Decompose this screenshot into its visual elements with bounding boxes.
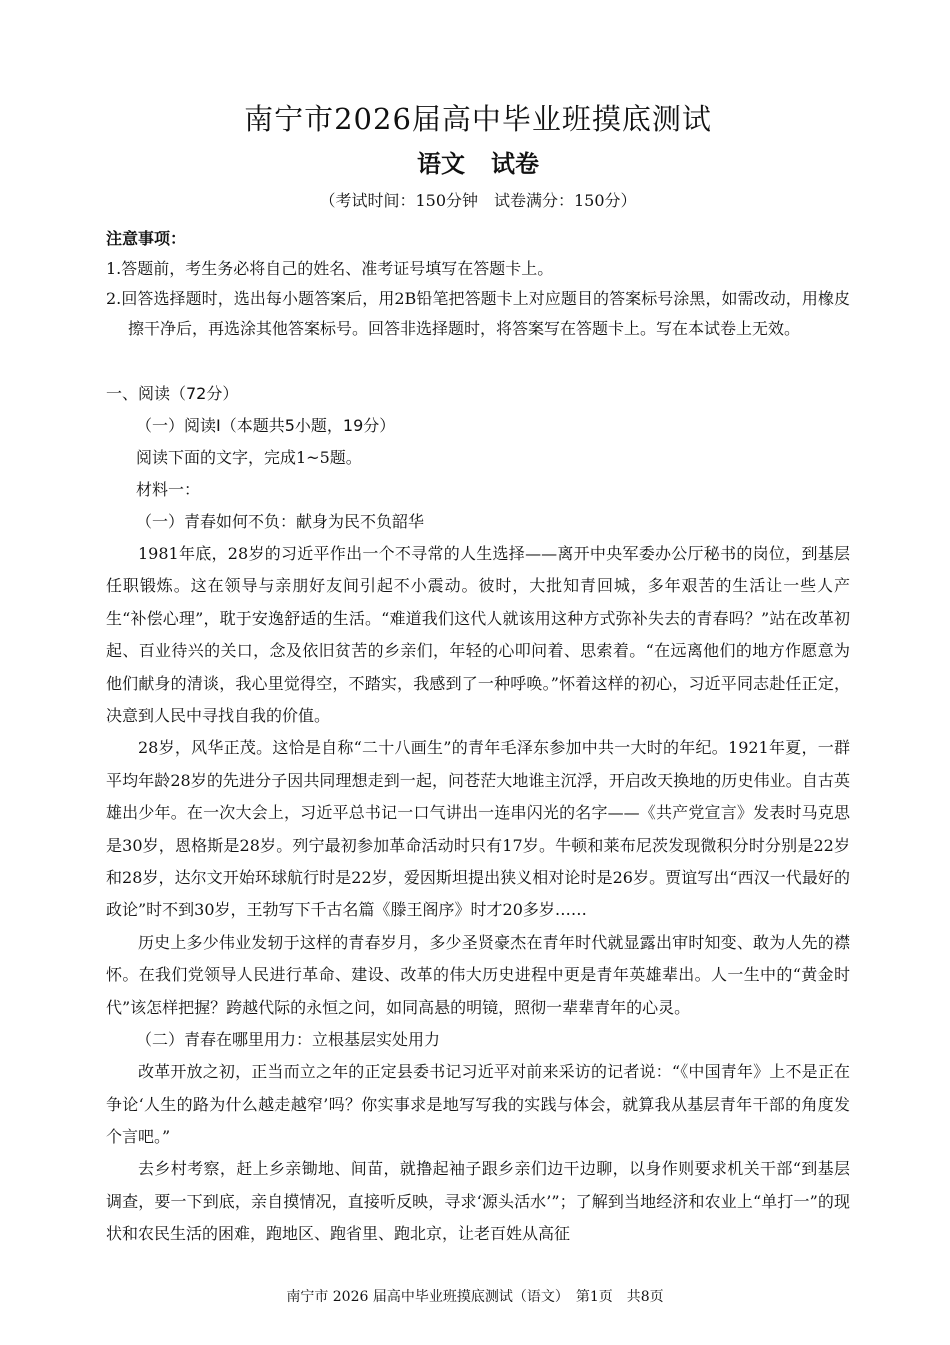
paragraph-2: 28岁，风华正茂。这恰是自称“二十八画生”的青年毛泽东参加中共一大时的年纪。1921年夏，一群平均年龄28岁的先进分子因共同理想走到一起，问苍茫大地谁主沉浮，开启改天换地的历史伟业。自古英雄出少年。在一次大会上，习近平总书记一口气讲出一连串闪光的名字——《共产党宣言》发表时马克思是30岁，恩格斯是28岁。列宁最初参加革命活动时只有17岁。牛顿和莱布尼茨发现微积分时分别是22岁和28岁，达尔文开始环球航行时是22岁，爱因斯坦提出狭义相对论时是26岁。贾谊写出“西汉一代最好的政论”时不到30岁，王勃写下千古名篇《滕王阁序》时才20多岁…… bbox=[106, 738, 850, 920]
section-heading: 一、阅读（72分） bbox=[106, 384, 239, 403]
material-label: 材料一： bbox=[136, 480, 201, 499]
paragraph-5: 去乡村考察，赶上乡亲锄地、间苗，就撸起袖子跟乡亲们边干边聊，以身作则要求机关干部“到基层调查，要一下到底，亲自摸情况，直接听反映，寻求‘源头活水’”；了解到当地经济和农业上“单打一”的现状和农民生活的困难，跑地区、跑省里、跑北京，让老百姓从高征 bbox=[106, 1159, 850, 1244]
paper-label: 试卷 bbox=[491, 150, 539, 178]
exam-info: （考试时间：150分钟 试卷满分：150分） bbox=[319, 191, 637, 210]
part1-title: （一）青春如何不负：献身为民不负韶华 bbox=[136, 512, 425, 531]
part2-title: （二）青春在哪里用力：立根基层实处用力 bbox=[136, 1030, 441, 1050]
reading-instruction: 阅读下面的文字，完成1~5题。 bbox=[136, 448, 362, 467]
paragraph-3: 历史上多少伟业发轫于这样的青春岁月，多少圣贤豪杰在青年时代就显露出审时知变、敢为人先的襟怀。在我们党领导人民进行革命、建设、改革的伟大历史进程中更是青年英雄辈出。人一生中的“黄金时代”该怎样把握？跨越代际的永恒之问，如同高悬的明镜，照彻一辈辈青年的心灵。 bbox=[106, 932, 850, 1017]
notice-item-2: 2.回答选择题时，选出每小题答案后，用2B铅笔把答题卡上对应题目的答案标号涂黑，如需改动，用橡皮擦干净后，再选涂其他答案标号。回答非选择题时，将答案写在答题卡上。写在本试卷上无效。 bbox=[106, 289, 850, 338]
page-footer: 南宁市 2026 届高中毕业班摸底测试（语文） 第1页 共8页 bbox=[286, 1289, 664, 1305]
reading-sub-heading: （一）阅读Ⅰ（本题共5小题，19分） bbox=[136, 416, 396, 435]
notice-item-1: 1.答题前，考生务必将自己的姓名、准考证号填写在答题卡上。 bbox=[106, 259, 554, 278]
paragraph-1: 1981年底，28岁的习近平作出一个不寻常的人生选择——离开中央军委办公厅秘书的岗位，到基层任职锻炼。这在领导与亲朋好友间引起不小震动。彼时，大批知青回城，多年艰苦的生活让一些人产生“补偿心理”，耽于安逸舒适的生活。“难道我们这代人就该用这种方式弥补失去的青春吗？”站在改革初起、百业待兴的关口，念及依旧贫苦的乡亲们，年轻的心叩问着、思索着。“在远离他们的地方作愿意为他们献身的清谈，我心里觉得空，不踏实，我感到了一种呼唤。”怀着这样的初心，习近平同志赴任正定，决意到人民中寻找自我的价值。 bbox=[106, 544, 850, 726]
paper-subtitle bbox=[106, 144, 850, 184]
subject-label: 语文 bbox=[417, 150, 465, 178]
exam-title: 南宁市2026届高中毕业班摸底测试 bbox=[244, 102, 712, 136]
paragraph-4: 改革开放之初，正当而立之年的正定县委书记习近平对前来采访的记者说：“《中国青年》上不是正在争论‘人生的路为什么越走越窄’吗？你实事求是地写写我的实践与体会，就算我从基层青年干部的角度发个言吧。” bbox=[106, 1062, 850, 1146]
notice-heading: 注意事项： bbox=[106, 229, 187, 248]
